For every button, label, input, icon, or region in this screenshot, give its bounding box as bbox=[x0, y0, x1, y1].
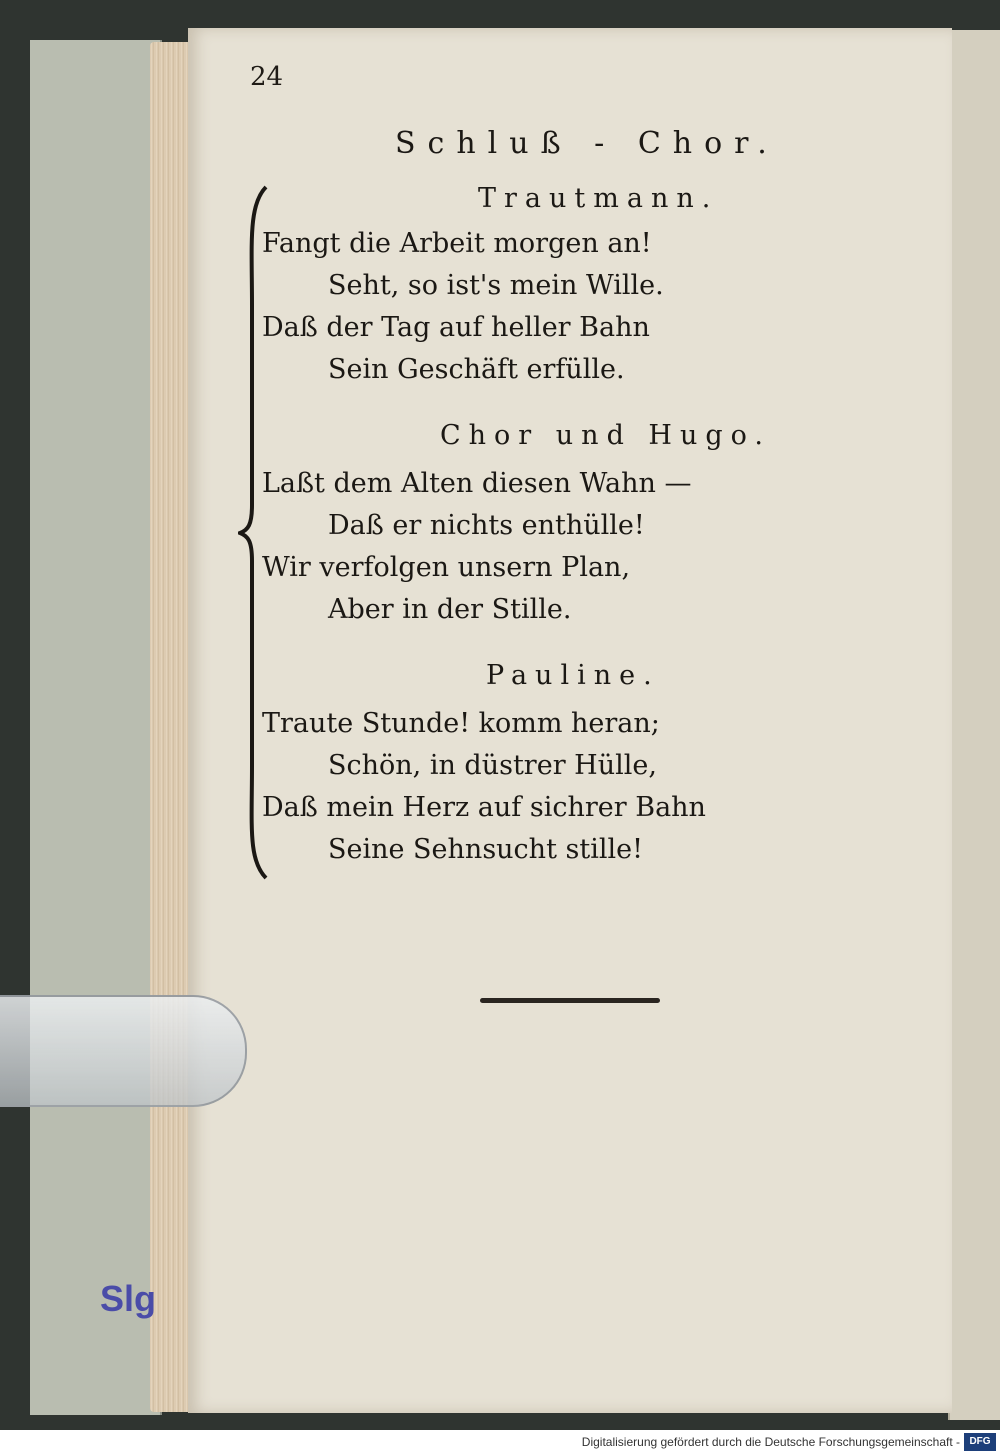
speaker-chor-und-hugo: Chor und Hugo. bbox=[440, 420, 772, 451]
page-number: 24 bbox=[250, 62, 284, 92]
speaker-pauline: Pauline. bbox=[486, 660, 660, 691]
facing-page-edge bbox=[948, 30, 1000, 1420]
book-back-board bbox=[30, 40, 162, 1415]
verse-line: Sein Geschäft erfülle. bbox=[328, 354, 625, 385]
verse-line: Daß mein Herz auf sichrer Bahn bbox=[262, 792, 706, 823]
dfg-logo: DFG bbox=[964, 1433, 996, 1451]
verse-line: Traute Stunde! komm heran; bbox=[262, 708, 660, 739]
page-clip bbox=[0, 995, 247, 1107]
verse-line: Seht, so ist's mein Wille. bbox=[328, 270, 664, 301]
verse-line: Wir verfolgen unsern Plan, bbox=[262, 552, 631, 583]
verse-line: Fangt die Arbeit morgen an! bbox=[262, 228, 652, 259]
footer-credit: Digitalisierung gefördert durch die Deutsche Forschungsgemeinschaft - bbox=[581, 1435, 960, 1449]
speaker-trautmann: Trautmann. bbox=[478, 183, 719, 214]
library-stamp: Slg bbox=[100, 1278, 157, 1319]
verse-line: Daß er nichts enthülle! bbox=[328, 510, 645, 541]
closing-rule bbox=[480, 998, 660, 1003]
verse-line: Aber in der Stille. bbox=[328, 594, 572, 625]
verse-line: Daß der Tag auf heller Bahn bbox=[262, 312, 650, 343]
verse-line: Schön, in düstrer Hülle, bbox=[328, 750, 657, 781]
section-heading: Schluß - Chor. bbox=[395, 126, 779, 161]
verse-line: Seine Sehnsucht stille! bbox=[328, 834, 643, 865]
verse-line: Laßt dem Alten diesen Wahn — bbox=[262, 468, 692, 499]
verse-brace bbox=[238, 185, 268, 880]
